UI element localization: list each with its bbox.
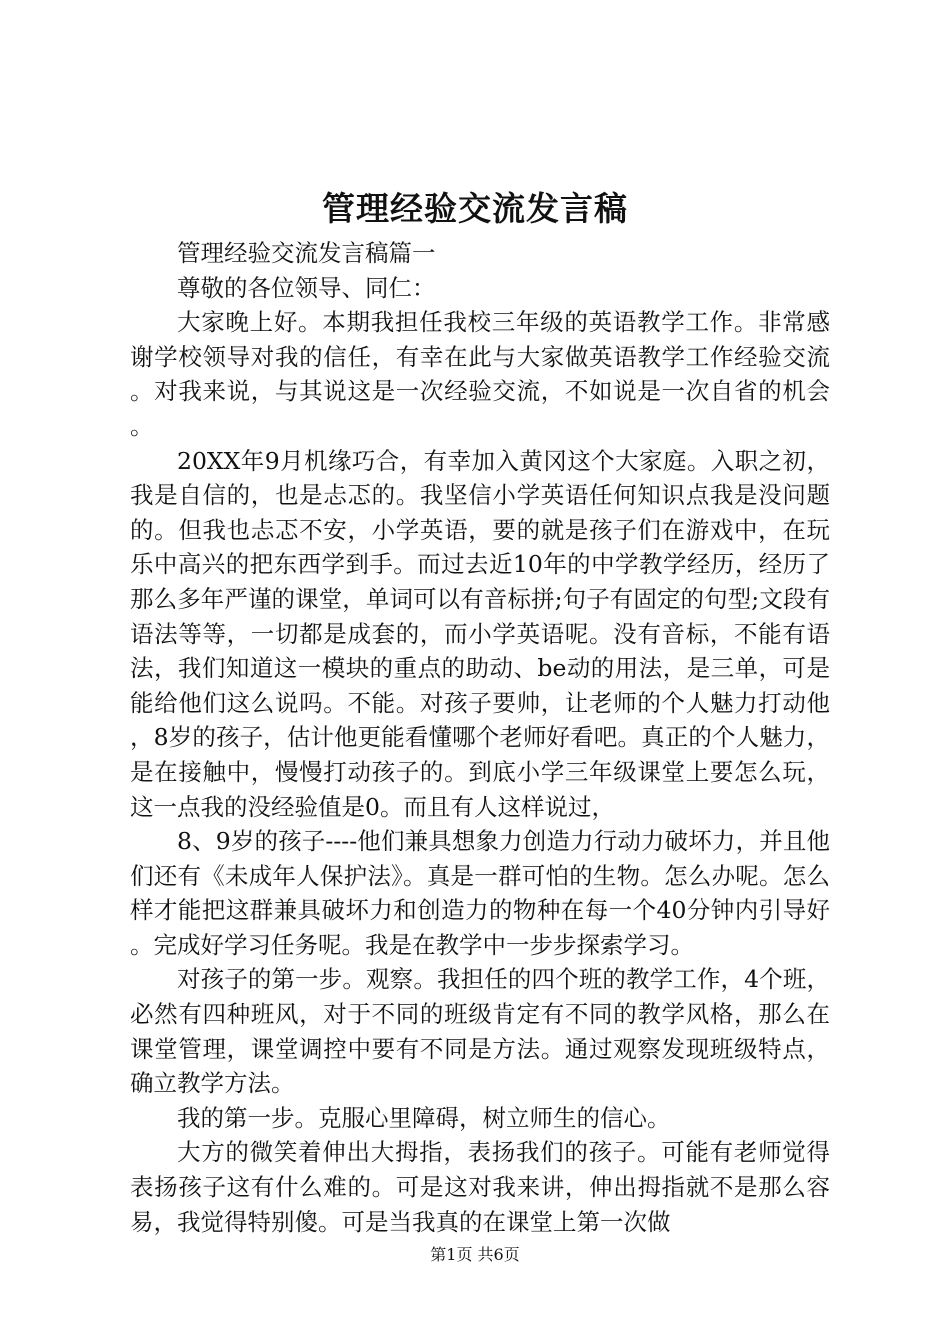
paragraph-salutation: 尊敬的各位领导、同仁： <box>177 273 436 302</box>
paragraph-heading: 管理经验交流发言稿篇一 <box>177 239 436 267</box>
paragraph-intro: 大家晚上好。本期我担任我校三年级的英语教学工作。非常感谢学校领导对我的信任，有幸在此与大家做英语教学工作经验交流。对我来说，与其说这是一次经验交流，不如说是一次自省的机会。 <box>130 308 830 440</box>
document-title: 管理经验交流发言稿 <box>322 189 628 228</box>
paragraph-children: 8、9岁的孩子----他们兼具想象力创造力行动力破坏力，并且他们还有《未成年人保护法》。真是一群可怕的生物。怎么办呢。怎么样才能把这群兼具破坏力和创造力的物种在每一个40分钟内引导好。完成好学习任务呢。我是在教学中一步步探索学习。 <box>130 827 830 959</box>
paragraph-first-step: 我的第一步。克服心里障碍，树立师生的信心。 <box>177 1103 671 1132</box>
document-body <box>130 236 830 1239</box>
paragraph-observation: 对孩子的第一步。观察。我担任的四个班的教学工作，4个班，必然有四种班风，对于不同的班级肯定有不同的教学风格，那么在课堂管理，课堂调控中要有不同是方法。通过观察发现班级特点，确立教学方法。 <box>130 965 830 1098</box>
paragraph-background: 20XX年9月机缘巧合，有幸加入黄冈这个大家庭。入职之初，我是自信的，也是忐忑的。我坚信小学英语任何知识点我是没问题的。但我也忐忑不安，小学英语，要的就是孩子们在游戏中，在玩乐中高兴的把东西学到手。而过去近10年的中学教学经历，经历了那么多年严谨的课堂，单词可以有音标拼;句子有固定的句型;文段有语法等等，一切都是成套的，而小学英语呢。没有音标，不能有语法，我们知道这一模块的重点的助动、be动的用法，是三单，可是能给他们这么说吗。不能。对孩子要帅，让老师的个人魅力打动他，8岁的孩子，估计他更能看懂哪个老师好看吧。真正的个人魅力，是在接触中，慢慢打动孩子的。到底小学三年级课堂上要怎么玩，这一点我的没经验值是0。而且有人这样说过， <box>130 446 830 821</box>
paragraph-praise: 大方的微笑着伸出大拇指，表扬我们的孩子。可能有老师觉得表扬孩子这有什么难的。可是这对我来讲，伸出拇指就不是那么容易，我觉得特别傻。可是当我真的在课堂上第一次做 <box>130 1138 830 1236</box>
page-number-footer: 第1页 共6页 <box>430 1245 520 1264</box>
